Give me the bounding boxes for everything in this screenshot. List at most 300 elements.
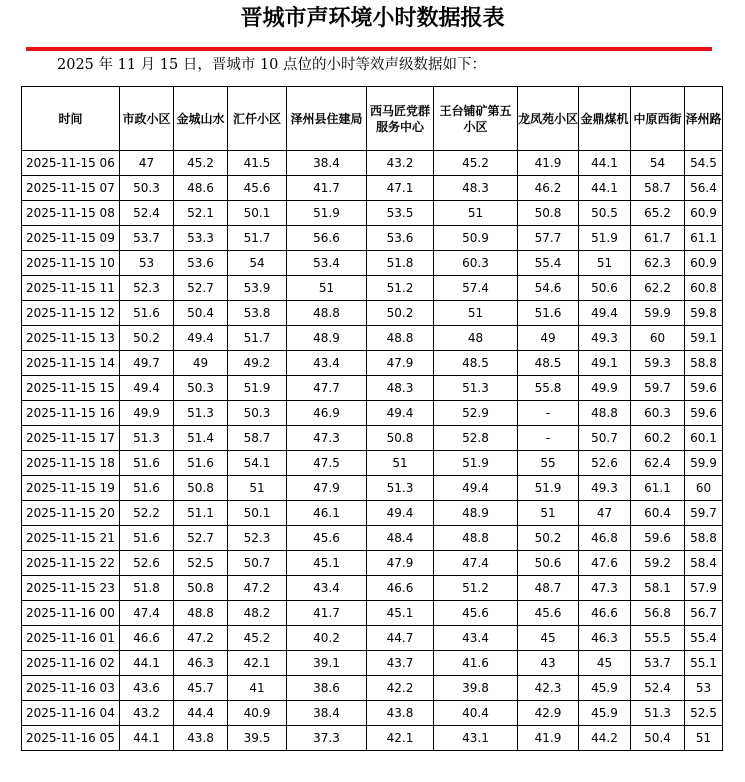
value-cell: 40.9 bbox=[228, 701, 287, 726]
column-header-site: 泽州路 bbox=[685, 87, 723, 151]
value-cell: 41.7 bbox=[287, 176, 367, 201]
value-cell: 58.8 bbox=[685, 526, 723, 551]
value-cell: 58.8 bbox=[685, 351, 723, 376]
value-cell: 48.5 bbox=[434, 351, 518, 376]
noise-data-table bbox=[21, 86, 723, 751]
value-cell: 49.7 bbox=[120, 351, 174, 376]
value-cell: 59.7 bbox=[685, 501, 723, 526]
time-cell: 2025-11-15 20 bbox=[22, 501, 120, 526]
value-cell: 51.1 bbox=[174, 501, 228, 526]
value-cell: 55.4 bbox=[518, 251, 579, 276]
value-cell: 43.4 bbox=[287, 351, 367, 376]
value-cell: 43.4 bbox=[434, 626, 518, 651]
page-title: 晋城市声环境小时数据报表 bbox=[240, 5, 505, 31]
value-cell: 58.7 bbox=[228, 426, 287, 451]
value-cell: 58.1 bbox=[631, 576, 685, 601]
value-cell: 52.6 bbox=[120, 551, 174, 576]
value-cell: 59.6 bbox=[685, 401, 723, 426]
value-cell: 46.6 bbox=[120, 626, 174, 651]
value-cell: 52.6 bbox=[579, 451, 631, 476]
value-cell: 56.6 bbox=[287, 226, 367, 251]
value-cell: 53.7 bbox=[120, 226, 174, 251]
value-cell: 57.9 bbox=[685, 576, 723, 601]
value-cell: 45 bbox=[518, 626, 579, 651]
value-cell: 46.9 bbox=[287, 401, 367, 426]
value-cell: 49.4 bbox=[434, 476, 518, 501]
value-cell: 48 bbox=[434, 326, 518, 351]
time-cell: 2025-11-16 03 bbox=[22, 676, 120, 701]
value-cell: - bbox=[518, 401, 579, 426]
value-cell: 39.5 bbox=[228, 726, 287, 751]
value-cell: 55.8 bbox=[518, 376, 579, 401]
time-cell: 2025-11-15 12 bbox=[22, 301, 120, 326]
value-cell: 49.4 bbox=[367, 501, 434, 526]
value-cell: 47 bbox=[579, 501, 631, 526]
value-cell: 60.3 bbox=[631, 401, 685, 426]
value-cell: 50.1 bbox=[228, 201, 287, 226]
value-cell: 48.8 bbox=[367, 326, 434, 351]
table-row bbox=[22, 676, 723, 701]
value-cell: 45.6 bbox=[287, 526, 367, 551]
value-cell: 51 bbox=[685, 726, 723, 751]
value-cell: 57.4 bbox=[434, 276, 518, 301]
value-cell: 51.3 bbox=[631, 701, 685, 726]
value-cell: 59.9 bbox=[631, 301, 685, 326]
value-cell: 45.2 bbox=[174, 151, 228, 176]
value-cell: 45.2 bbox=[228, 626, 287, 651]
value-cell: 47.9 bbox=[287, 476, 367, 501]
value-cell: 42.9 bbox=[518, 701, 579, 726]
value-cell: 42.1 bbox=[367, 726, 434, 751]
value-cell: 53.4 bbox=[287, 251, 367, 276]
value-cell: 59.6 bbox=[685, 376, 723, 401]
value-cell: 44.7 bbox=[367, 626, 434, 651]
column-header-site: 王台铺矿第五小区 bbox=[434, 87, 518, 151]
value-cell: 52.9 bbox=[434, 401, 518, 426]
value-cell: 51 bbox=[518, 501, 579, 526]
value-cell: 50.3 bbox=[120, 176, 174, 201]
time-cell: 2025-11-15 23 bbox=[22, 576, 120, 601]
value-cell: 43.7 bbox=[367, 651, 434, 676]
value-cell: 44.4 bbox=[174, 701, 228, 726]
value-cell: 52.5 bbox=[174, 551, 228, 576]
value-cell: 59.1 bbox=[685, 326, 723, 351]
column-header-site: 西马匠党群服务中心 bbox=[367, 87, 434, 151]
value-cell: 48.5 bbox=[518, 351, 579, 376]
time-cell: 2025-11-15 06 bbox=[22, 151, 120, 176]
value-cell: 49 bbox=[174, 351, 228, 376]
value-cell: 47.3 bbox=[579, 576, 631, 601]
value-cell: 51 bbox=[287, 276, 367, 301]
value-cell: 46.6 bbox=[367, 576, 434, 601]
value-cell: 52.3 bbox=[228, 526, 287, 551]
value-cell: 50.2 bbox=[367, 301, 434, 326]
value-cell: 43.2 bbox=[367, 151, 434, 176]
value-cell: 51.9 bbox=[579, 226, 631, 251]
value-cell: 43.2 bbox=[120, 701, 174, 726]
table-row bbox=[22, 176, 723, 201]
value-cell: 50.9 bbox=[434, 226, 518, 251]
value-cell: 51.6 bbox=[120, 451, 174, 476]
value-cell: 51.3 bbox=[120, 426, 174, 451]
value-cell: 59.7 bbox=[631, 376, 685, 401]
value-cell: 49.4 bbox=[367, 401, 434, 426]
value-cell: 60.2 bbox=[631, 426, 685, 451]
value-cell: 53 bbox=[120, 251, 174, 276]
value-cell: 60.3 bbox=[434, 251, 518, 276]
time-cell: 2025-11-15 22 bbox=[22, 551, 120, 576]
value-cell: 50.2 bbox=[120, 326, 174, 351]
value-cell: 51.9 bbox=[287, 201, 367, 226]
value-cell: 48.4 bbox=[367, 526, 434, 551]
value-cell: 50.4 bbox=[174, 301, 228, 326]
value-cell: 60 bbox=[631, 326, 685, 351]
value-cell: 50.2 bbox=[518, 526, 579, 551]
value-cell: 53.3 bbox=[174, 226, 228, 251]
value-cell: 48.2 bbox=[228, 601, 287, 626]
value-cell: 41.7 bbox=[287, 601, 367, 626]
value-cell: 47.3 bbox=[287, 426, 367, 451]
value-cell: 38.6 bbox=[287, 676, 367, 701]
table-row bbox=[22, 726, 723, 751]
value-cell: 65.2 bbox=[631, 201, 685, 226]
table-row bbox=[22, 576, 723, 601]
value-cell: 50.8 bbox=[367, 426, 434, 451]
time-cell: 2025-11-15 07 bbox=[22, 176, 120, 201]
value-cell: 47.9 bbox=[367, 351, 434, 376]
value-cell: 47.6 bbox=[579, 551, 631, 576]
table-row bbox=[22, 226, 723, 251]
value-cell: 53.8 bbox=[228, 301, 287, 326]
table-row bbox=[22, 551, 723, 576]
intro-text: 2025 年 11 月 15 日，晋城市 10 点位的小时等效声级数据如下： bbox=[57, 57, 487, 73]
value-cell: 50.8 bbox=[174, 576, 228, 601]
value-cell: 41.5 bbox=[228, 151, 287, 176]
value-cell: 51.2 bbox=[434, 576, 518, 601]
column-header-site: 泽州县住建局 bbox=[287, 87, 367, 151]
value-cell: 49.4 bbox=[579, 301, 631, 326]
value-cell: 60.4 bbox=[631, 501, 685, 526]
time-cell: 2025-11-15 08 bbox=[22, 201, 120, 226]
table-row bbox=[22, 701, 723, 726]
value-cell: 55 bbox=[518, 451, 579, 476]
value-cell: 50.8 bbox=[174, 476, 228, 501]
value-cell: 60.1 bbox=[685, 426, 723, 451]
time-cell: 2025-11-15 18 bbox=[22, 451, 120, 476]
value-cell: 47.5 bbox=[287, 451, 367, 476]
time-cell: 2025-11-15 09 bbox=[22, 226, 120, 251]
value-cell: 58.4 bbox=[685, 551, 723, 576]
value-cell: 44.1 bbox=[579, 151, 631, 176]
value-cell: 47.1 bbox=[367, 176, 434, 201]
value-cell: 49.3 bbox=[579, 326, 631, 351]
value-cell: 54.1 bbox=[228, 451, 287, 476]
value-cell: 61.1 bbox=[685, 226, 723, 251]
value-cell: 51.3 bbox=[174, 401, 228, 426]
column-header-site: 金鼎煤机 bbox=[579, 87, 631, 151]
value-cell: 60.9 bbox=[685, 251, 723, 276]
value-cell: - bbox=[518, 426, 579, 451]
value-cell: 56.7 bbox=[685, 601, 723, 626]
value-cell: 60.9 bbox=[685, 201, 723, 226]
value-cell: 53.5 bbox=[367, 201, 434, 226]
value-cell: 51.6 bbox=[120, 476, 174, 501]
value-cell: 44.1 bbox=[120, 651, 174, 676]
value-cell: 61.7 bbox=[631, 226, 685, 251]
value-cell: 52.4 bbox=[631, 676, 685, 701]
value-cell: 43.1 bbox=[434, 726, 518, 751]
value-cell: 43.8 bbox=[367, 701, 434, 726]
value-cell: 46.6 bbox=[579, 601, 631, 626]
value-cell: 45.7 bbox=[174, 676, 228, 701]
value-cell: 39.8 bbox=[434, 676, 518, 701]
value-cell: 50.7 bbox=[579, 426, 631, 451]
value-cell: 51 bbox=[228, 476, 287, 501]
value-cell: 48.8 bbox=[579, 401, 631, 426]
value-cell: 50.3 bbox=[228, 401, 287, 426]
value-cell: 49.3 bbox=[579, 476, 631, 501]
table-row bbox=[22, 501, 723, 526]
value-cell: 48.6 bbox=[174, 176, 228, 201]
value-cell: 46.3 bbox=[174, 651, 228, 676]
value-cell: 46.8 bbox=[579, 526, 631, 551]
value-cell: 38.4 bbox=[287, 151, 367, 176]
value-cell: 47.2 bbox=[228, 576, 287, 601]
value-cell: 49.9 bbox=[579, 376, 631, 401]
value-cell: 54 bbox=[228, 251, 287, 276]
value-cell: 52.8 bbox=[434, 426, 518, 451]
value-cell: 51 bbox=[434, 201, 518, 226]
value-cell: 45.1 bbox=[367, 601, 434, 626]
value-cell: 56.4 bbox=[685, 176, 723, 201]
value-cell: 49.9 bbox=[120, 401, 174, 426]
value-cell: 51.7 bbox=[228, 326, 287, 351]
value-cell: 51.3 bbox=[367, 476, 434, 501]
value-cell: 62.3 bbox=[631, 251, 685, 276]
value-cell: 61.1 bbox=[631, 476, 685, 501]
value-cell: 47.2 bbox=[174, 626, 228, 651]
value-cell: 45.6 bbox=[518, 601, 579, 626]
value-cell: 59.2 bbox=[631, 551, 685, 576]
time-cell: 2025-11-15 11 bbox=[22, 276, 120, 301]
value-cell: 48.3 bbox=[434, 176, 518, 201]
value-cell: 42.2 bbox=[367, 676, 434, 701]
title-divider bbox=[26, 47, 712, 51]
value-cell: 47.9 bbox=[367, 551, 434, 576]
table-row bbox=[22, 451, 723, 476]
value-cell: 48.8 bbox=[174, 601, 228, 626]
value-cell: 50.8 bbox=[518, 201, 579, 226]
table-row bbox=[22, 351, 723, 376]
value-cell: 45.6 bbox=[434, 601, 518, 626]
value-cell: 48.8 bbox=[287, 301, 367, 326]
value-cell: 43.8 bbox=[174, 726, 228, 751]
value-cell: 45.9 bbox=[579, 701, 631, 726]
value-cell: 45.1 bbox=[287, 551, 367, 576]
value-cell: 49.2 bbox=[228, 351, 287, 376]
time-cell: 2025-11-16 01 bbox=[22, 626, 120, 651]
table-row bbox=[22, 526, 723, 551]
value-cell: 54.6 bbox=[518, 276, 579, 301]
value-cell: 51 bbox=[434, 301, 518, 326]
value-cell: 51.2 bbox=[367, 276, 434, 301]
table-row bbox=[22, 626, 723, 651]
value-cell: 51.3 bbox=[434, 376, 518, 401]
time-cell: 2025-11-15 19 bbox=[22, 476, 120, 501]
value-cell: 42.3 bbox=[518, 676, 579, 701]
value-cell: 49.1 bbox=[579, 351, 631, 376]
value-cell: 55.4 bbox=[685, 626, 723, 651]
value-cell: 51.6 bbox=[120, 301, 174, 326]
value-cell: 48.3 bbox=[367, 376, 434, 401]
value-cell: 62.2 bbox=[631, 276, 685, 301]
value-cell: 47.4 bbox=[120, 601, 174, 626]
table-body bbox=[22, 151, 723, 751]
value-cell: 59.3 bbox=[631, 351, 685, 376]
value-cell: 60 bbox=[685, 476, 723, 501]
table-row bbox=[22, 376, 723, 401]
table-row bbox=[22, 201, 723, 226]
value-cell: 44.1 bbox=[120, 726, 174, 751]
value-cell: 45 bbox=[579, 651, 631, 676]
value-cell: 54.5 bbox=[685, 151, 723, 176]
time-cell: 2025-11-16 00 bbox=[22, 601, 120, 626]
value-cell: 53 bbox=[685, 676, 723, 701]
value-cell: 48.9 bbox=[287, 326, 367, 351]
table-row bbox=[22, 276, 723, 301]
time-cell: 2025-11-16 04 bbox=[22, 701, 120, 726]
value-cell: 54 bbox=[631, 151, 685, 176]
value-cell: 51.6 bbox=[174, 451, 228, 476]
value-cell: 50.4 bbox=[631, 726, 685, 751]
value-cell: 39.1 bbox=[287, 651, 367, 676]
time-cell: 2025-11-15 14 bbox=[22, 351, 120, 376]
table-row bbox=[22, 651, 723, 676]
value-cell: 50.7 bbox=[228, 551, 287, 576]
time-cell: 2025-11-15 21 bbox=[22, 526, 120, 551]
table-row bbox=[22, 601, 723, 626]
value-cell: 45.9 bbox=[579, 676, 631, 701]
value-cell: 60.8 bbox=[685, 276, 723, 301]
value-cell: 52.3 bbox=[120, 276, 174, 301]
column-header-site: 市政小区 bbox=[120, 87, 174, 151]
value-cell: 46.1 bbox=[287, 501, 367, 526]
column-header-time: 时间 bbox=[22, 87, 120, 151]
value-cell: 52.4 bbox=[120, 201, 174, 226]
value-cell: 56.8 bbox=[631, 601, 685, 626]
value-cell: 50.1 bbox=[228, 501, 287, 526]
value-cell: 51.9 bbox=[518, 476, 579, 501]
table-row bbox=[22, 251, 723, 276]
value-cell: 47.4 bbox=[434, 551, 518, 576]
value-cell: 62.4 bbox=[631, 451, 685, 476]
value-cell: 51.9 bbox=[434, 451, 518, 476]
table-row bbox=[22, 401, 723, 426]
column-header-site: 中原西街 bbox=[631, 87, 685, 151]
column-header-site: 汇仟小区 bbox=[228, 87, 287, 151]
table-row bbox=[22, 151, 723, 176]
value-cell: 53.9 bbox=[228, 276, 287, 301]
value-cell: 52.7 bbox=[174, 526, 228, 551]
column-header-site: 龙凤苑小区 bbox=[518, 87, 579, 151]
time-cell: 2025-11-16 02 bbox=[22, 651, 120, 676]
value-cell: 48.9 bbox=[434, 501, 518, 526]
value-cell: 57.7 bbox=[518, 226, 579, 251]
value-cell: 59.8 bbox=[685, 301, 723, 326]
value-cell: 41 bbox=[228, 676, 287, 701]
table-row bbox=[22, 301, 723, 326]
table-row bbox=[22, 426, 723, 451]
value-cell: 44.2 bbox=[579, 726, 631, 751]
time-cell: 2025-11-15 16 bbox=[22, 401, 120, 426]
column-header-site: 金城山水 bbox=[174, 87, 228, 151]
time-cell: 2025-11-15 15 bbox=[22, 376, 120, 401]
value-cell: 51.7 bbox=[228, 226, 287, 251]
value-cell: 45.2 bbox=[434, 151, 518, 176]
value-cell: 37.3 bbox=[287, 726, 367, 751]
value-cell: 38.4 bbox=[287, 701, 367, 726]
value-cell: 41.9 bbox=[518, 151, 579, 176]
value-cell: 53.7 bbox=[631, 651, 685, 676]
value-cell: 51.9 bbox=[228, 376, 287, 401]
value-cell: 51.8 bbox=[120, 576, 174, 601]
value-cell: 41.6 bbox=[434, 651, 518, 676]
value-cell: 48.7 bbox=[518, 576, 579, 601]
value-cell: 51.8 bbox=[367, 251, 434, 276]
value-cell: 49 bbox=[518, 326, 579, 351]
time-cell: 2025-11-15 10 bbox=[22, 251, 120, 276]
value-cell: 41.9 bbox=[518, 726, 579, 751]
value-cell: 51.6 bbox=[120, 526, 174, 551]
value-cell: 42.1 bbox=[228, 651, 287, 676]
value-cell: 52.7 bbox=[174, 276, 228, 301]
value-cell: 40.4 bbox=[434, 701, 518, 726]
value-cell: 51.6 bbox=[518, 301, 579, 326]
value-cell: 50.6 bbox=[579, 276, 631, 301]
value-cell: 51 bbox=[579, 251, 631, 276]
value-cell: 52.1 bbox=[174, 201, 228, 226]
value-cell: 50.6 bbox=[518, 551, 579, 576]
value-cell: 46.3 bbox=[579, 626, 631, 651]
value-cell: 44.1 bbox=[579, 176, 631, 201]
value-cell: 48.8 bbox=[434, 526, 518, 551]
value-cell: 53.6 bbox=[367, 226, 434, 251]
table-row bbox=[22, 476, 723, 501]
value-cell: 49.4 bbox=[120, 376, 174, 401]
value-cell: 53.6 bbox=[174, 251, 228, 276]
table-header-row bbox=[22, 87, 723, 151]
value-cell: 51 bbox=[367, 451, 434, 476]
value-cell: 46.2 bbox=[518, 176, 579, 201]
value-cell: 52.2 bbox=[120, 501, 174, 526]
value-cell: 59.9 bbox=[685, 451, 723, 476]
value-cell: 55.5 bbox=[631, 626, 685, 651]
value-cell: 55.1 bbox=[685, 651, 723, 676]
value-cell: 43 bbox=[518, 651, 579, 676]
time-cell: 2025-11-16 05 bbox=[22, 726, 120, 751]
table-row bbox=[22, 326, 723, 351]
value-cell: 58.7 bbox=[631, 176, 685, 201]
value-cell: 43.4 bbox=[287, 576, 367, 601]
value-cell: 40.2 bbox=[287, 626, 367, 651]
value-cell: 51.4 bbox=[174, 426, 228, 451]
value-cell: 52.5 bbox=[685, 701, 723, 726]
value-cell: 49.4 bbox=[174, 326, 228, 351]
value-cell: 50.5 bbox=[579, 201, 631, 226]
value-cell: 45.6 bbox=[228, 176, 287, 201]
value-cell: 59.6 bbox=[631, 526, 685, 551]
value-cell: 47 bbox=[120, 151, 174, 176]
